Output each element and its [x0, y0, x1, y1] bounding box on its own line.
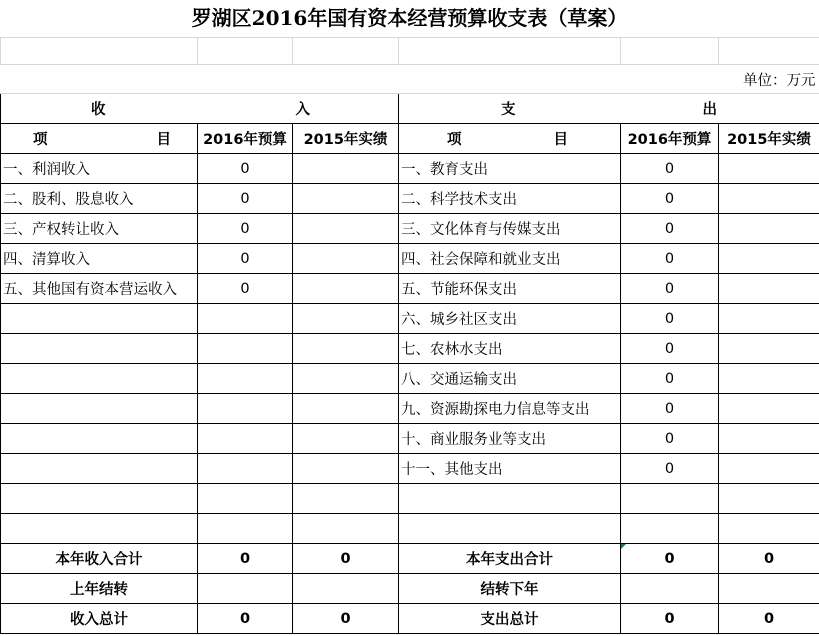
income-item-label[interactable]: [1, 304, 198, 334]
carry-in-budget[interactable]: [198, 574, 293, 604]
income-item-label[interactable]: [1, 484, 198, 514]
income-year-total-budget[interactable]: 0: [198, 544, 293, 574]
expense-budget-value[interactable]: 0: [621, 184, 719, 214]
budget-table: [0, 37, 819, 634]
expense-budget-value[interactable]: 0: [621, 244, 719, 274]
expense-actual-value[interactable]: [719, 364, 819, 394]
expense-budget-value[interactable]: 0: [621, 304, 719, 334]
income-item-label[interactable]: 三、产权转让收入: [1, 214, 198, 244]
income-item-label[interactable]: 二、股利、股息收入: [1, 184, 198, 214]
income-budget-header: 2016年预算: [198, 124, 293, 154]
expense-year-total-budget[interactable]: 0: [621, 544, 719, 574]
total-row: [1, 604, 819, 634]
income-budget-value[interactable]: [198, 394, 293, 424]
income-grand-total-budget[interactable]: 0: [198, 604, 293, 634]
income-actual-value[interactable]: [293, 484, 399, 514]
income-budget-value[interactable]: 0: [198, 184, 293, 214]
expense-item-label[interactable]: 七、农林水支出: [399, 334, 621, 364]
expense-header-char-1: 支: [501, 102, 516, 118]
item-header-char-1: 项: [33, 132, 48, 148]
income-grand-total-actual[interactable]: 0: [293, 604, 399, 634]
table-row: [1, 334, 819, 364]
expense-actual-value[interactable]: [719, 484, 819, 514]
expense-actual-value[interactable]: [719, 454, 819, 484]
expense-section-header: [399, 94, 819, 124]
income-budget-value[interactable]: [198, 364, 293, 394]
income-item-label[interactable]: [1, 454, 198, 484]
expense-actual-value[interactable]: [719, 334, 819, 364]
expense-item-label[interactable]: 八、交通运输支出: [399, 364, 621, 394]
item-header-char-2: 目: [156, 132, 171, 148]
carry-in-actual[interactable]: [293, 574, 399, 604]
expense-item-label[interactable]: 一、教育支出: [399, 154, 621, 184]
income-actual-value[interactable]: [293, 244, 399, 274]
expense-year-total-actual[interactable]: 0: [719, 544, 819, 574]
income-actual-value[interactable]: [293, 424, 399, 454]
income-budget-value[interactable]: [198, 424, 293, 454]
page-title: 罗湖区2016年国有资本经营预算收支表（草案）: [191, 6, 628, 30]
expense-budget-value[interactable]: 0: [621, 394, 719, 424]
expense-item-label[interactable]: 九、资源勘探电力信息等支出: [399, 394, 621, 424]
income-actual-value[interactable]: [293, 514, 399, 544]
expense-actual-value[interactable]: [719, 304, 819, 334]
expense-item-label[interactable]: 六、城乡社区支出: [399, 304, 621, 334]
expense-item-label[interactable]: 十一、其他支出: [399, 454, 621, 484]
table-row: [1, 304, 819, 334]
expense-actual-value[interactable]: [719, 184, 819, 214]
table-row: [1, 184, 819, 214]
expense-actual-header: 2015年实绩: [719, 124, 819, 154]
income-actual-value[interactable]: [293, 364, 399, 394]
income-actual-value[interactable]: [293, 214, 399, 244]
blank-row: [1, 38, 819, 65]
expense-budget-value[interactable]: 0: [621, 154, 719, 184]
expense-actual-value[interactable]: [719, 154, 819, 184]
income-actual-value[interactable]: [293, 304, 399, 334]
table-row: [1, 454, 819, 484]
expense-budget-value[interactable]: [621, 514, 719, 544]
unit-label: 单位：万元: [1, 65, 819, 94]
table-row: [1, 424, 819, 454]
income-item-header: [1, 124, 198, 154]
table-row: [1, 484, 819, 514]
carry-out-actual[interactable]: [719, 574, 819, 604]
income-item-label[interactable]: 一、利润收入: [1, 154, 198, 184]
cell[interactable]: [1, 38, 198, 65]
income-actual-header: 2015年实绩: [293, 124, 399, 154]
income-section-header: [1, 94, 399, 124]
expense-item-label[interactable]: 三、文化体育与传媒支出: [399, 214, 621, 244]
expense-actual-value[interactable]: [719, 514, 819, 544]
expense-budget-value[interactable]: [621, 484, 719, 514]
income-actual-value[interactable]: [293, 334, 399, 364]
income-item-label[interactable]: [1, 424, 198, 454]
expense-header-char-2: 出: [702, 102, 717, 118]
item-header-char-1: 项: [447, 132, 462, 148]
income-item-label[interactable]: [1, 334, 198, 364]
table-row: [1, 244, 819, 274]
table-row: [1, 274, 819, 304]
income-grand-total-label[interactable]: 收入总计: [1, 604, 198, 634]
expense-item-label[interactable]: [399, 514, 621, 544]
expense-actual-value[interactable]: [719, 424, 819, 454]
income-item-label[interactable]: 四、清算收入: [1, 244, 198, 274]
income-actual-value[interactable]: [293, 454, 399, 484]
income-year-total-label[interactable]: 本年收入合计: [1, 544, 198, 574]
income-actual-value[interactable]: [293, 394, 399, 424]
expense-budget-value[interactable]: 0: [621, 214, 719, 244]
expense-actual-value[interactable]: [719, 244, 819, 274]
table-row: [1, 154, 819, 184]
expense-year-total-label[interactable]: 本年支出合计: [399, 544, 621, 574]
item-header-char-2: 目: [553, 132, 568, 148]
expense-budget-header: 2016年预算: [621, 124, 719, 154]
expense-budget-value[interactable]: 0: [621, 274, 719, 304]
expense-budget-value[interactable]: 0: [621, 454, 719, 484]
cell[interactable]: [719, 38, 819, 65]
income-budget-value[interactable]: [198, 304, 293, 334]
income-header-char-2: 入: [295, 102, 310, 118]
carry-out-label[interactable]: 结转下年: [399, 574, 621, 604]
total-row: [1, 544, 819, 574]
expense-item-label[interactable]: 五、节能环保支出: [399, 274, 621, 304]
income-budget-value[interactable]: [198, 484, 293, 514]
expense-item-label[interactable]: 四、社会保障和就业支出: [399, 244, 621, 274]
expense-item-label[interactable]: [399, 484, 621, 514]
income-actual-value[interactable]: [293, 154, 399, 184]
table-row: [1, 514, 819, 544]
income-budget-value[interactable]: 0: [198, 214, 293, 244]
income-item-label[interactable]: [1, 514, 198, 544]
table-row: [1, 364, 819, 394]
column-header-row: [1, 124, 819, 154]
expense-grand-total-budget[interactable]: 0: [621, 604, 719, 634]
income-budget-value[interactable]: 0: [198, 274, 293, 304]
expense-actual-value[interactable]: [719, 274, 819, 304]
income-budget-value[interactable]: [198, 514, 293, 544]
income-budget-value[interactable]: [198, 334, 293, 364]
cell[interactable]: [293, 38, 399, 65]
table-row: [1, 214, 819, 244]
cell[interactable]: [621, 38, 719, 65]
income-budget-value[interactable]: 0: [198, 244, 293, 274]
income-budget-value[interactable]: [198, 454, 293, 484]
income-budget-value[interactable]: 0: [198, 154, 293, 184]
expense-actual-value[interactable]: [719, 394, 819, 424]
expense-actual-value[interactable]: [719, 214, 819, 244]
expense-grand-total-actual[interactable]: 0: [719, 604, 819, 634]
income-actual-value[interactable]: [293, 274, 399, 304]
income-item-label[interactable]: [1, 364, 198, 394]
income-header-char-1: 收: [91, 102, 106, 118]
expense-budget-value[interactable]: 0: [621, 364, 719, 394]
income-year-total-actual[interactable]: 0: [293, 544, 399, 574]
section-header-row: [1, 94, 819, 124]
expense-grand-total-label[interactable]: 支出总计: [399, 604, 621, 634]
expense-budget-value[interactable]: 0: [621, 334, 719, 364]
expense-budget-value[interactable]: 0: [621, 424, 719, 454]
unit-row: [1, 65, 819, 94]
cell[interactable]: [399, 38, 621, 65]
total-row: [1, 574, 819, 604]
table-row: [1, 394, 819, 424]
income-item-label[interactable]: 五、其他国有资本营运收入: [1, 274, 198, 304]
cell[interactable]: [198, 38, 293, 65]
expense-item-header: [399, 124, 621, 154]
carry-out-budget[interactable]: [621, 574, 719, 604]
expense-item-label[interactable]: 十、商业服务业等支出: [399, 424, 621, 454]
expense-item-label[interactable]: 二、科学技术支出: [399, 184, 621, 214]
income-actual-value[interactable]: [293, 184, 399, 214]
carry-in-label[interactable]: 上年结转: [1, 574, 198, 604]
income-item-label[interactable]: [1, 394, 198, 424]
